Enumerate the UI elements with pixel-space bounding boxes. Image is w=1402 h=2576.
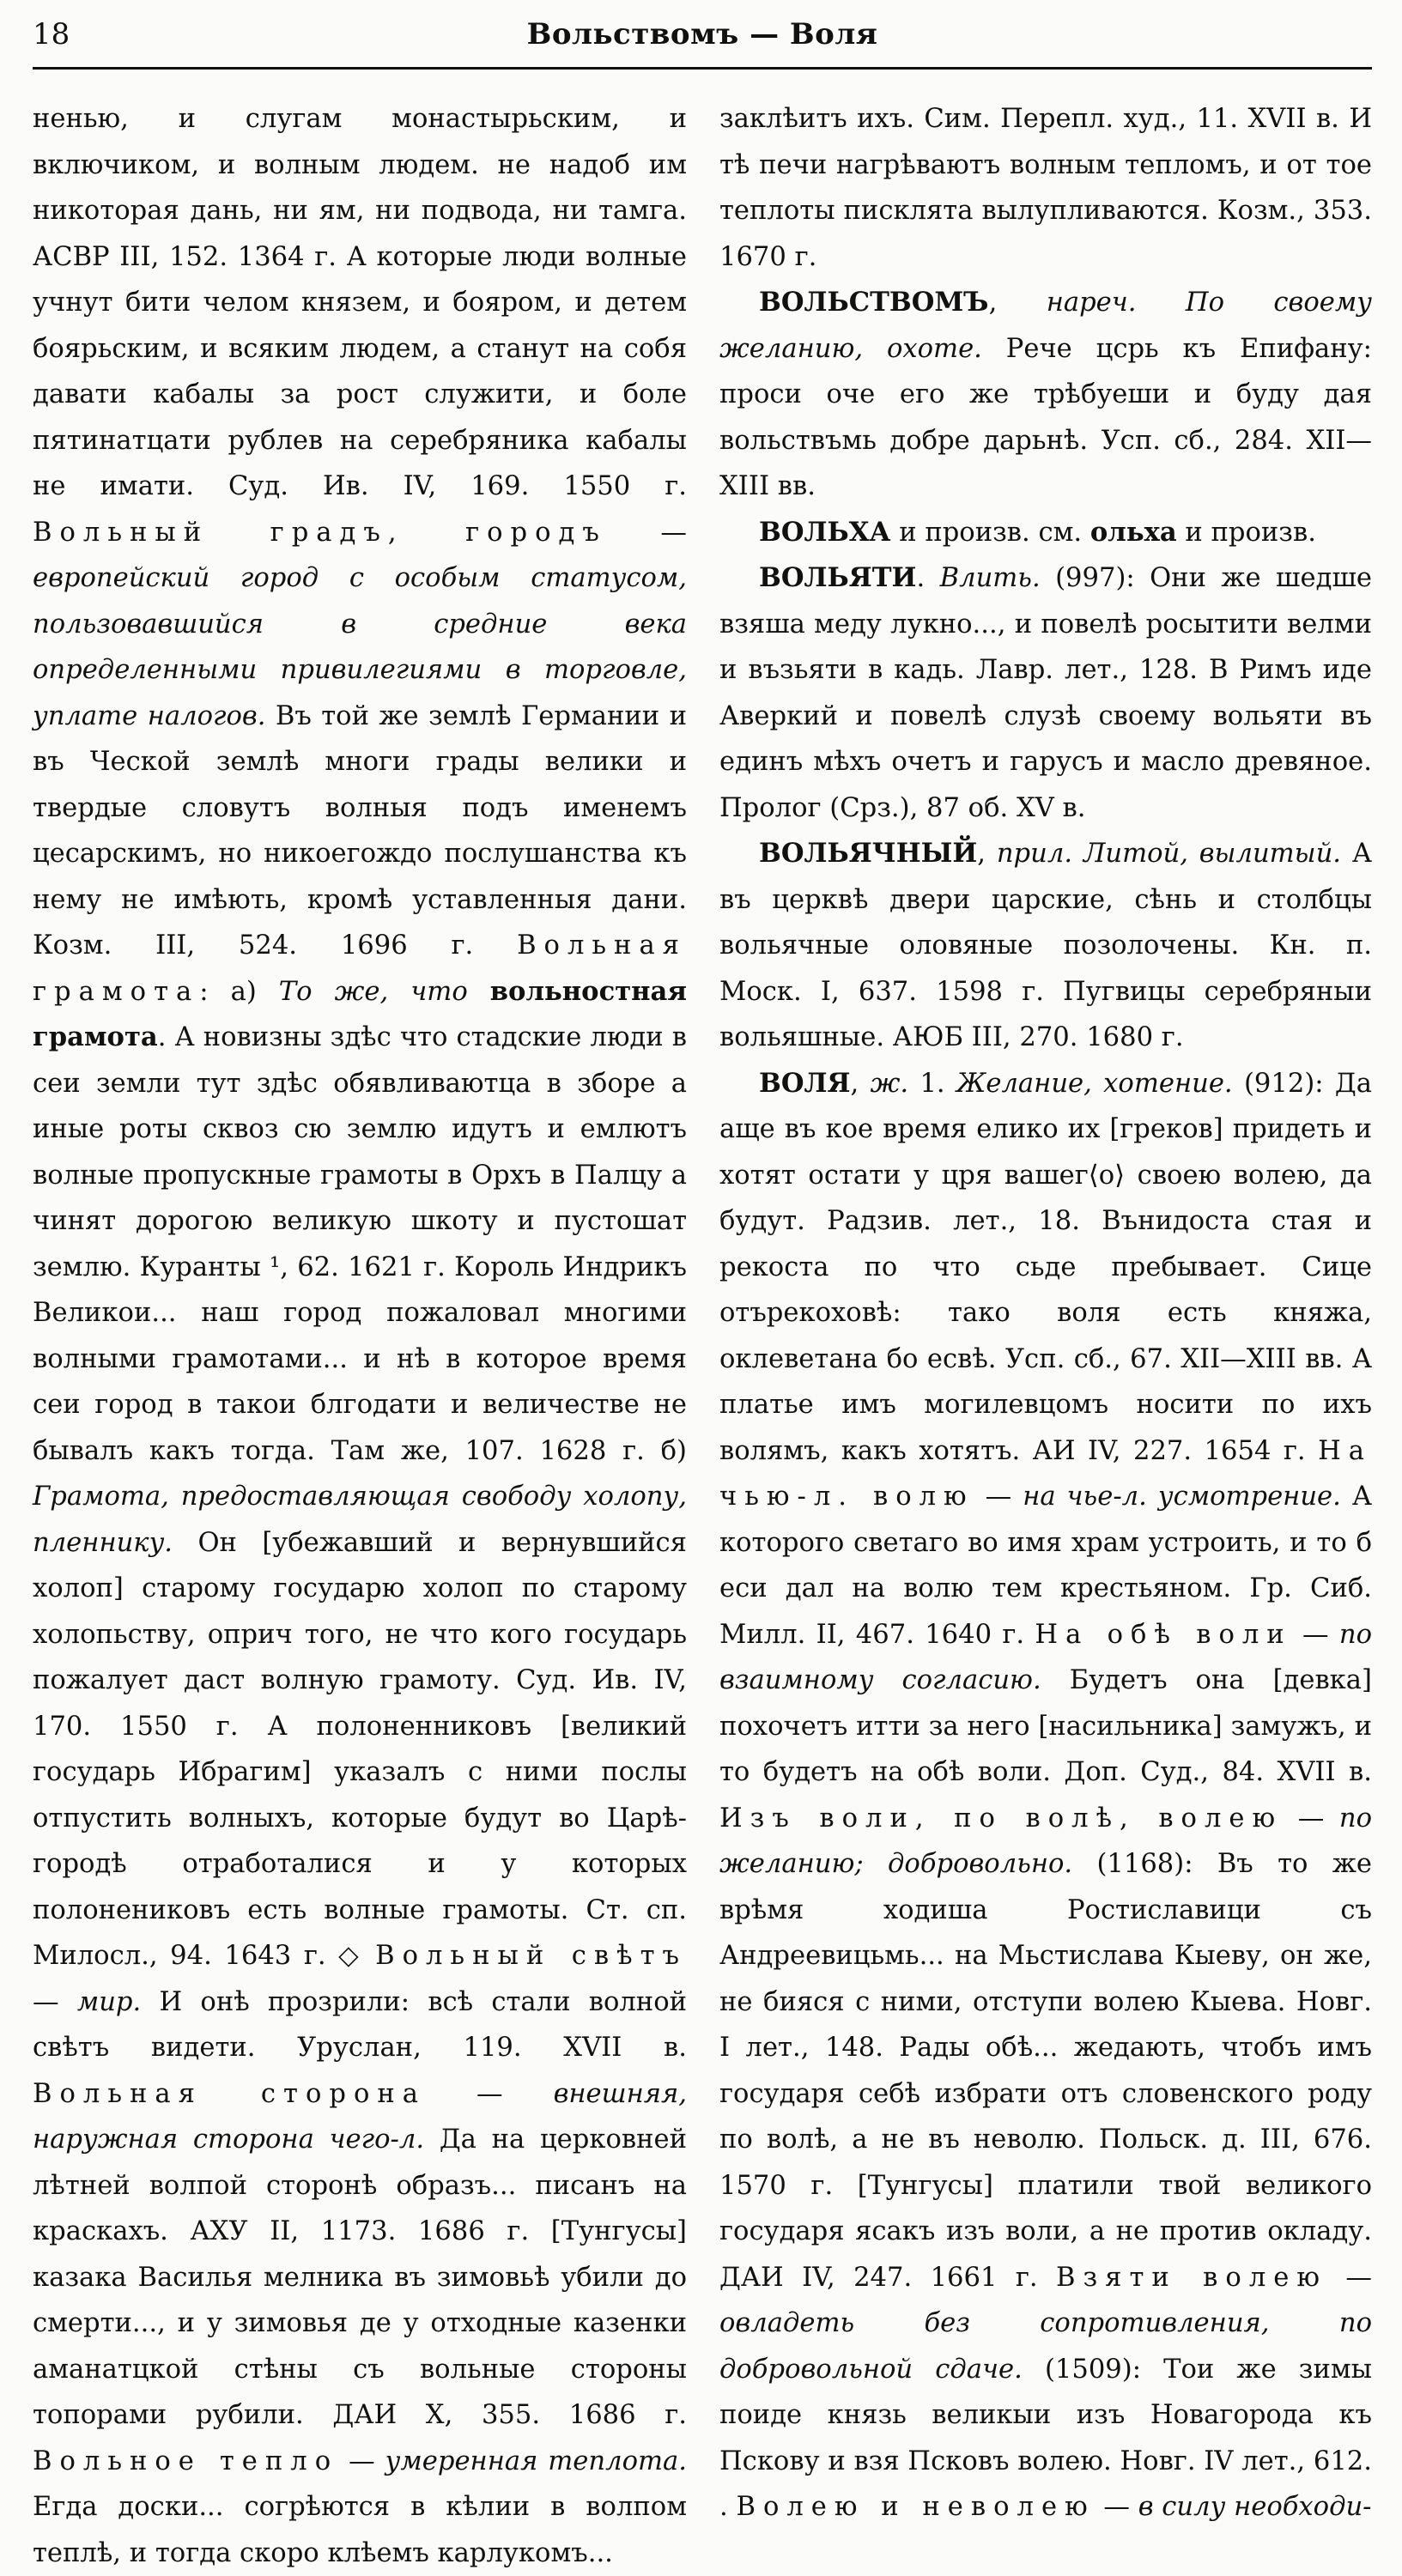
sub-term: Вольная грамота <box>33 930 687 1007</box>
definition: европейский город с особым статусом, пользовавшийся в средние века определенными привилегиями в торговле, уплате налогов. <box>33 563 687 731</box>
definition: по желанию; добровольно. <box>719 1803 1372 1879</box>
grammar-gloss: ж. <box>870 1068 909 1099</box>
definition: Грамота, предоставляющая свободу холопу, пленнику. <box>33 1482 687 1558</box>
entry-volyachny: ВОЛЬЯЧНЫЙ, прил. Литой, вылитый. А въ церквѣ двери царские, сѣнь и столбцы вольячные оловяные позолочены. Кн. п. Моск. I, 637. 1598 г. Пугвицы серебряныи вольяшные. АЮБ III, 270. 1680 г. <box>719 838 1372 1052</box>
sense-number: 1. <box>919 1068 945 1099</box>
definition: внешняя, наружная сторона чего-л. <box>33 2078 687 2155</box>
grammar-gloss: прил. Литой, вылитый. <box>996 839 1342 869</box>
definition: То же, что <box>278 976 468 1007</box>
text-run: : а) <box>199 976 257 1007</box>
text-run: Он [убежавший и вернувшийся холоп] старому государю холоп по старому холопьству, оприч того, не что кого государь пожалует даст волную грамоту. Суд. Ив. IV, 170. 1550 г. А полоненниковъ [великий государь Ибрагим] указалъ с ними послы отпустить волныхъ, которые будут во Царѣ-городѣ отработалися и у которых полонениковъ есть волные грамоты. Ст. сп. Милосл., 94. 1643 г. ◇ <box>33 1527 687 1971</box>
left-column-text: ненью, и слугам монастырьским, и включиком, и волным людем. не надоб им никоторая дань, ни ям, ни подвода, ни тамга. АСВР III, 152. 1364 г. А которые люди волные учнут бити челом князем, и бояром, и детем боярьским, и всяким людем, а станут на собя давати кабалы за рост служити, и боле пятинатцати рублев на серебряника кабалы не имати. Суд. Ив. IV, 169. 1550 г. Вольный градъ, городъ — европейский город с особым статусом, пользовавшийся в средние века определенными привилегиями в торговле, уплате налогов. Въ той же землѣ Германии и въ Ческой землѣ многи грады велики и твердые словутъ волныя подъ именемъ цесарскимъ, но никоегождо послушанства къ нему не имѣють, кромѣ уставленныя дани. Козм. III, 524. 1696 г. Вольная грамота: а) То же, что вольностная грамота. А новизны здѣс что стадские люди в сеи земли тут здѣс обявливаютца в зборе а иные роты сквоз сю землю идутъ и емлютъ волные пропускные грамоты в Орхъ в Палцу а чинят дорогою великую шкоту и пустошат землю. Куранты ¹, 62. 1621 г. Король Индрикъ Великои... наш город пожаловал многими волными грамотами... и нѣ в которое время сеи город в такои блгодати и величестве не бывалъ какъ тогда. Там же, 107. 1628 г. б) Грамота, предоставляющая свободу холопу, пленнику. Он [убежавший и вернувшийся холоп] старому государю холоп по старому холопьству, оприч того, не что кого государь пожалует даст волную грамоту. Суд. Ив. IV, 170. 1550 г. А полоненниковъ [великий государь Ибрагим] указалъ с ними послы отпустить волныхъ, которые будут во Царѣ-городѣ отработалися и у которых полонениковъ есть волные грамоты. Ст. сп. Милосл., 94. 1643 г. ◇ Вольный свѣтъ — мир. И онѣ прозрили: всѣ стали волной свѣтъ видети. Уруслан, 119. XVII в. Вольная сторона — внешняя, наружная сторона чего-л. Да на церковней лѣтней волпой сторонѣ образъ... писанъ на краскахъ. АХУ II, 1173. 1686 г. [Тунгусы] казака Василья мелника въ зимовьѣ убили до смерти..., и у зимовья де у отходные казенки аманатцкой стѣны съ вольные стороны топорами рубили. ДАИ X, 355. 1686 г. Вольное тепло — умеренная теплота. Егда доски... согрѣются в кѣлии в волпом теплѣ, и тогда скоро клѣемъ карлукомъ... <box>33 104 688 2568</box>
text-run: (912): Да аще въ кое время елико их [греков] придеть и хотят остати у цря вашег⟨о⟩ своею волею, да будут. Радзив. лет., 18. Вънидоста стая и рекоста по что сьде пребывает. Сице отърекоховѣ: тако воля есть княжа, оклеветана бо есвѣ. Усп. сб., 67. XII—XIII вв. А платье имъ могилевцомъ носити по ихъ волямъ, какъ хотятъ. АИ IV, 227. 1654 г. <box>719 1068 1372 1466</box>
text-run: Егда доски... согрѣются в кѣлии в волпом теплѣ, и тогда скоро клѣемъ карлукомъ... <box>33 2492 687 2568</box>
text-run: заклѣитъ ихъ. Сим. Перепл. худ., 11. XVII в. И тѣ печи нагрѣваютъ волным тепломъ, и от тое теплоты писклята вылупливаются. Козм., 353. 1670 г. <box>719 104 1372 272</box>
text-run: И онѣ прозрили: всѣ стали волной свѣтъ видети. Уруслан, 119. XVII в. <box>33 1986 688 2063</box>
sub-term: Вольная сторона <box>33 2078 427 2109</box>
definition: в силу необходи- <box>1138 2492 1372 2522</box>
definition: на чье-л. усмотрение. <box>1023 1482 1341 1512</box>
page-number: 18 <box>33 17 70 52</box>
definition: Желание, хотение. <box>956 1068 1233 1099</box>
text-run: и произв. см. <box>899 517 1083 548</box>
text-run: ненью, и слугам монастырьским, и включиком, и волным людем. не надоб им никоторая дань, ни ям, ни подвода, ни тамга. АСВР III, 152. 1364 г. А которые люди волные учнут бити челом князем, и бояром, и детем боярьским, и всяким людем, а станут на собя давати кабалы за рост служити, и боле пятинатцати рублев на серебряника кабалы не имати. Суд. Ив. IV, 169. 1550 г. <box>33 104 687 501</box>
text-run: (1168): Въ то же врѣмя ходиша Ростиславици съ Андреевицьмь... на Мьстислава Кыеву, он же, не бияся с ними, отступи волею Кыева. Новг. I лет., 148. Рады обѣ... жедають, чтобъ имъ государя себѣ избрати отъ словенского роду по волѣ, а не въ неволю. Польск. д. III, 676. 1570 г. [Тунгусы] платили твой великого государя ясакъ изъ воли, а не против окладу. ДАИ IV, 247. 1661 г. <box>719 1849 1372 2293</box>
text-run: Будетъ она [девка] похочетъ итти за него [насильника] замужъ, и то будетъ на обѣ воли. Доп. Суд., 84. XVII в. <box>719 1665 1372 1787</box>
headword: ВОЛЬХА <box>759 516 891 548</box>
sub-term: Вольный свѣтъ <box>375 1941 687 1971</box>
text-run: (997): Они же шедше взяша меду лукно..., и повелѣ росытити велми и възьяти в кадь. Лавр. лет., 128. В Римъ иде Аверкий и повелѣ слузѣ своему вольяти въ единъ мѣхъ очетъ и гарусъ и масло древяное. Пролог (Срз.), 87 об. XV в. <box>719 563 1372 823</box>
definition: по взаимному согласию. <box>719 1619 1372 1695</box>
running-head: Вольствомъ — Воля <box>526 17 878 52</box>
definition: овладеть без сопротивления, по добровольной сдаче. <box>719 2308 1372 2385</box>
entry-volstvom: ВОЛЬСТВОМЪ, нареч. По своему желанию, охоте. Рече цсрь къ Епифану: проси оче его же трѣбуеши и буду дая вольствъмь добре дарьнѣ. Усп. сб., 284. XII—XIII вв. <box>719 287 1372 501</box>
text-run: Въ той же землѣ Германии и въ Ческой землѣ многи грады велики и твердые словутъ волныя подъ именемъ цесарскимъ, но никоегождо послушанства къ нему не имѣють, кромѣ уставленныя дани. Козм. III, 524. 1696 г. <box>33 700 687 961</box>
text-run: Рече цсрь къ Епифану: проси оче его же трѣбуеши и буду дая вольствъмь добре дарьнѣ. Усп. сб., 284. XII—XIII вв. <box>719 333 1372 501</box>
entry-continuation <box>719 96 1372 280</box>
definition: умеренная теплота. <box>385 2446 687 2476</box>
headword: ВОЛЬЯЧНЫЙ <box>759 838 978 869</box>
headword: ВОЛЬЯТИ <box>759 562 917 593</box>
page-header <box>33 14 1372 64</box>
text-run: и произв. <box>1185 517 1316 548</box>
text-run: Да на церковней лѣтней волпой сторонѣ образъ... писанъ на краскахъ. АХУ II, 1173. 1686 г. [Тунгусы] казака Василья мелника въ зимовьѣ убили до смерти..., и у зимовья де у отходные казенки аманатцкой стѣны съ вольные стороны топорами рубили. ДАИ X, 355. 1686 г. <box>33 2124 687 2430</box>
sub-term: На обѣ воли <box>1035 1619 1292 1650</box>
headword: ВОЛЯ <box>759 1067 851 1099</box>
sub-term: Волею и неволею <box>736 2492 1096 2522</box>
text-run: А въ церквѣ двери царские, сѣнь и столбцы вольячные оловяные позолочены. Кн. п. Моск. I, 637. 1598 г. Пугвицы серебряныи вольяшные. АЮБ III, 270. 1680 г. <box>719 839 1372 1052</box>
sub-term: На чью-л. волю <box>719 1435 1372 1512</box>
grammar-gloss: нареч. По своему желанию, охоте. <box>719 288 1372 364</box>
entry-volkha <box>719 510 1372 556</box>
sub-term: Изъ воли, по волѣ, волею <box>719 1803 1284 1834</box>
text-run: (1509): Тои же зимы поиде князь великыи изъ Новагорода къ Пскову и взя Псковъ волею. Новг. IV лет., 612. . <box>719 2354 1372 2522</box>
entry-volyati: ВОЛЬЯТИ. Влить. (997): Они же шедше взяша меду лукно..., и повелѣ росытити велми и възьяти в кадь. Лавр. лет., 128. В Римъ иде Аверкий и повелѣ слузѣ своему вольяти въ единъ мѣхъ очетъ и гарусъ и масло древяное. Пролог (Срз.), 87 об. XV в. <box>719 562 1372 823</box>
cross-reference: вольностная грамота <box>33 975 687 1052</box>
grammar-gloss: Влить. <box>939 563 1041 593</box>
right-column <box>719 96 1372 2522</box>
left-column <box>33 96 688 2568</box>
sub-term: Вольный градъ, городъ <box>33 517 607 548</box>
headword: ВОЛЬСТВОМЪ <box>759 287 989 318</box>
sub-term: Вольное тепло <box>33 2446 339 2476</box>
header-rule <box>33 67 1372 70</box>
sub-term: Взяти волею <box>1056 2262 1327 2293</box>
text-run: А которого светаго во имя храм устроить, и то б еси дал на волю тем крестьяном. Гр. Сиб. Милл. II, 467. 1640 г. <box>719 1482 1372 1650</box>
cross-reference: ольха <box>1089 516 1177 548</box>
definition: мир. <box>76 1986 142 2017</box>
entry-volya: ВОЛЯ, ж. 1. Желание, хотение. (912): Да аще въ кое время елико их [греков] придеть и хотят остати у цря вашег⟨о⟩ своею волею, да будут. Радзив. лет., 18. Вънидоста стая и рекоста по что сьде пребывает. Сице отърекоховѣ: тако воля есть княжа, оклеветана бо есвѣ. Усп. сб., 67. XII—XIII вв. А платье имъ могилевцомъ носити по ихъ волямъ, какъ хотятъ. АИ IV, 227. 1654 г. На чью-л. волю — на чье-л. усмотрение. А которого светаго во имя храм устроить, и то б еси дал на волю тем крестьяном. Гр. Сиб. Милл. II, 467. 1640 г. На обѣ воли — по взаимному согласию. Будетъ она [девка] похочетъ итти за него [насильника] замужъ, и то будетъ на обѣ воли. Доп. Суд., 84. XVII в. Изъ воли, по волѣ, волею — по желанию; добровольно. (1168): Въ то же врѣмя ходиша Ростиславици съ Андреевицьмь... на Мьстислава Кыеву, он же, не бияся с ними, отступи волею Кыева. Новг. I лет., 148. Рады обѣ... жедають, чтобъ имъ государя себѣ избрати отъ словенского роду по волѣ, а не въ неволю. Польск. д. III, 676. 1570 г. [Тунгусы] платили твой великого государя ясакъ изъ воли, а не против окладу. ДАИ IV, 247. 1661 г. Взяти волею — овладеть без сопротивления, по добровольной сдаче. (1509): Тои же зимы поиде князь великыи изъ Новагорода къ Пскову и взя Псковъ волею. Новг. IV лет., 612. . Волею и неволею — в силу необходи- <box>719 1067 1372 2522</box>
text-run: . А новизны здѣс что стадские люди в сеи земли тут здѣс обявливаютца в зборе а иные роты сквоз сю землю идутъ и емлютъ волные пропускные грамоты в Орхъ в Палцу а чинят дорогою великую шкоту и пустошат землю. Куранты ¹, 62. 1621 г. Король Индрикъ Великои... наш город пожаловал многими волными грамотами... и нѣ в которое время сеи город в такои блгодати и величестве не бывалъ какъ тогда. Там же, 107. 1628 г. б) <box>33 1022 687 1466</box>
